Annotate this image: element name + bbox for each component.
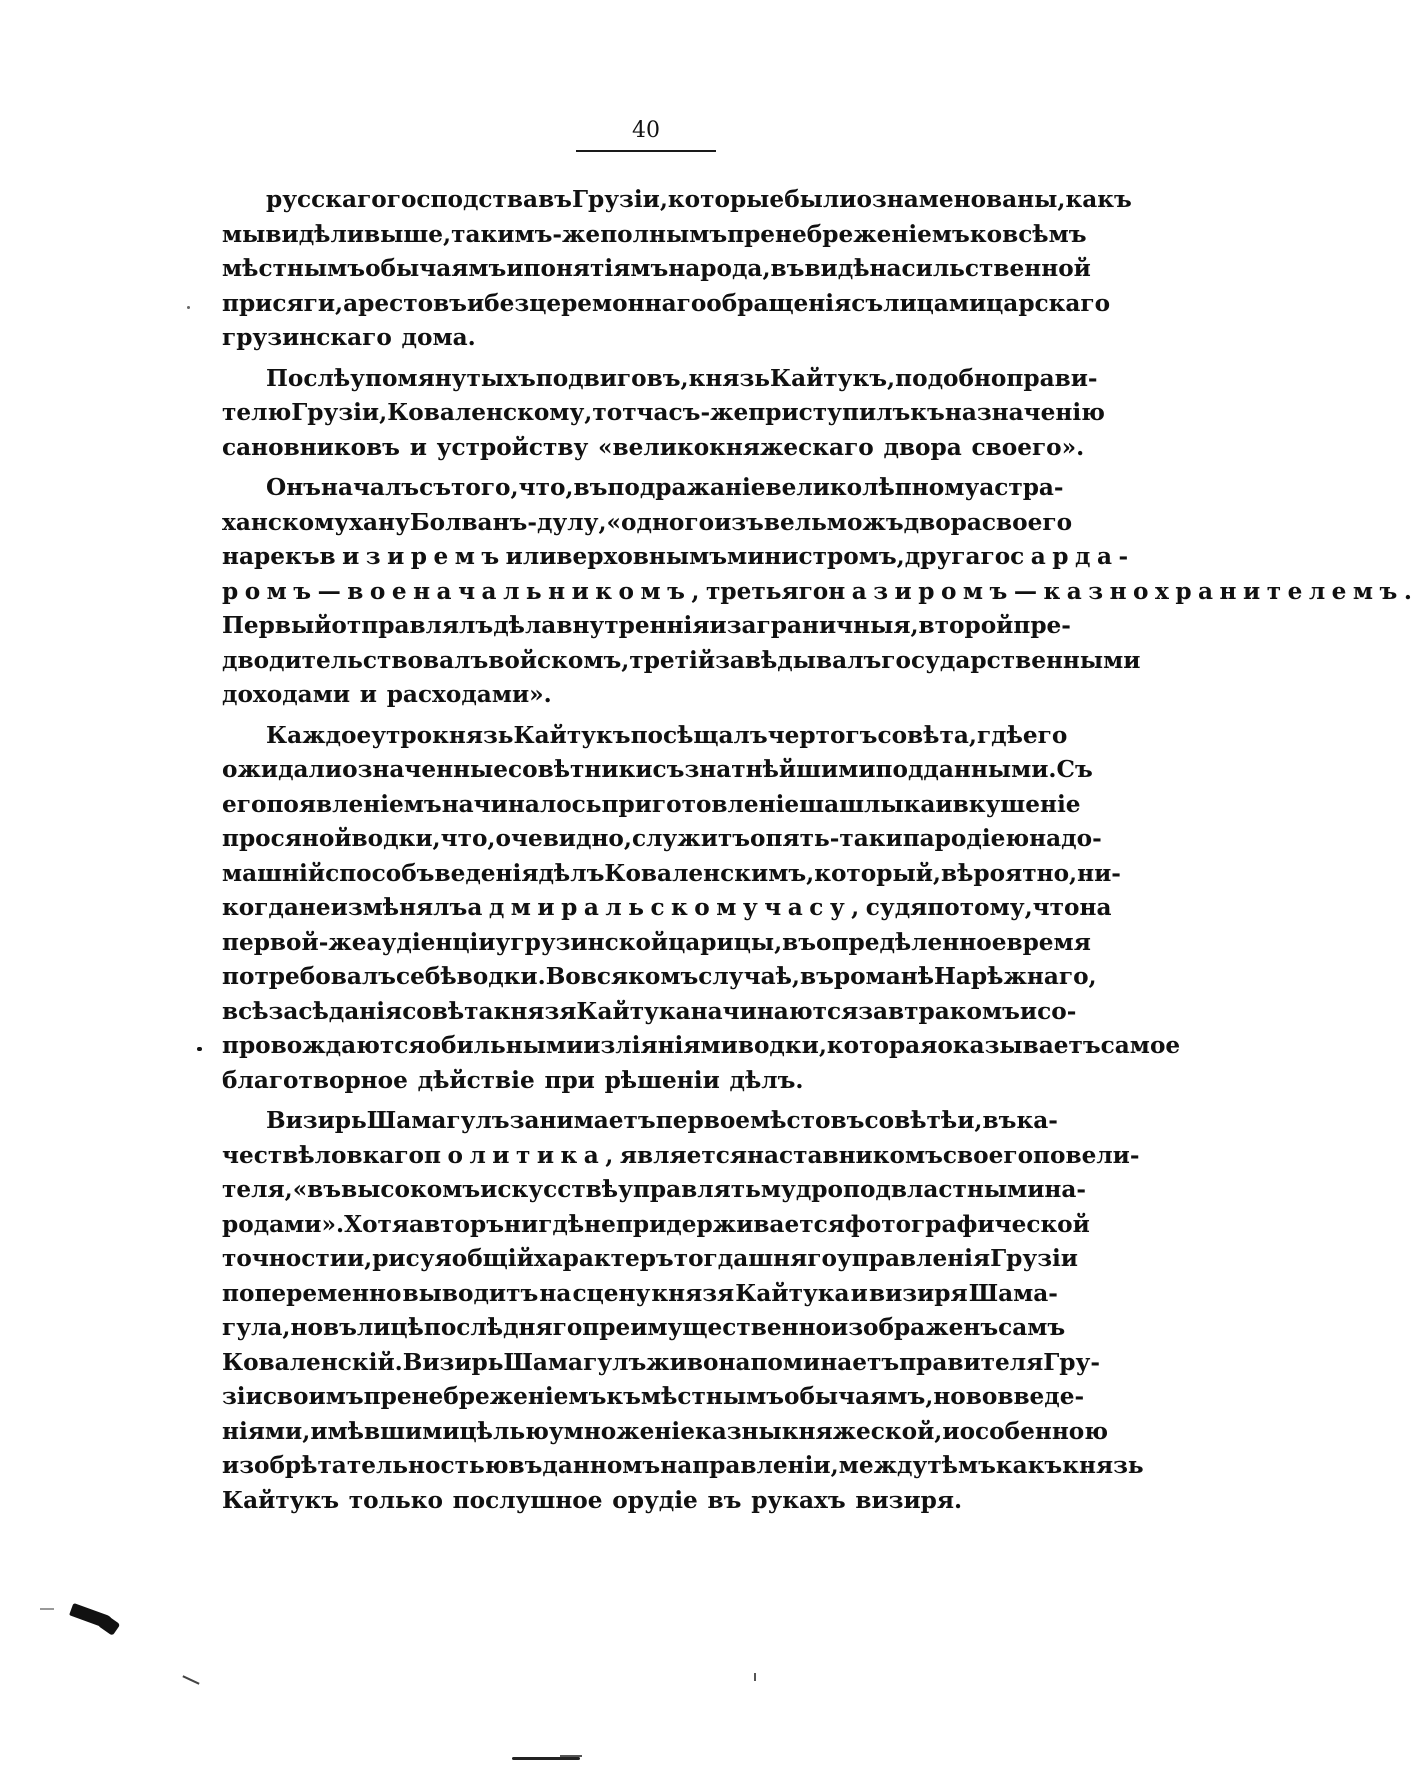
text-line: провождаются обильными изліяніями водки, которая оказываетъ самое: [222, 1032, 1181, 1059]
paragraph: [222, 471, 1418, 713]
text-line: Онъ началъ съ того, что, въ подражаніе великолѣпному астра-: [266, 474, 1064, 501]
paragraph: [222, 183, 1132, 356]
text-line: ромъ—военачальникомъ, третьяго назиромъ—казнохранителемъ.: [222, 577, 1418, 605]
text-line: мѣстнымъ обычаямъ и понятіямъ народа, въ видѣ насильственной: [222, 255, 1091, 282]
page-number-rule: [576, 150, 716, 152]
margin-dash-mark: [40, 1608, 54, 1610]
paragraph: [222, 1104, 1144, 1518]
text-line: Визирь Шамагулъ занимаетъ первое мѣсто въ совѣтѣ и, въ ка-: [266, 1107, 1058, 1134]
body-text: [222, 183, 1418, 1524]
text-line: просяной водки, что, очевидно, служитъ опять-таки пародіею на до-: [222, 825, 1102, 852]
text-line: машній способъ веденія дѣлъ Коваленскимъ, который, вѣроятно, ни-: [222, 859, 1121, 887]
text-line: потребовалъ себѣ водки. Во всякомъ случаѣ, въ романѣ Нарѣжнаго,: [222, 963, 1097, 990]
margin-speck-mark: [187, 306, 190, 309]
text-line: благотворное дѣйствіе при рѣшеніи дѣлъ.: [222, 1066, 804, 1094]
margin-dot-mark: [197, 1047, 202, 1051]
text-line: родами». Хотя авторъ нигдѣ не придерживается фотографической: [222, 1210, 1090, 1238]
text-line: первой-же аудіенціи у грузинской царицы, въ опредѣленное время: [222, 928, 1091, 956]
text-line: когда не измѣнялъ адмиральскому часу, судя по тому, что на: [222, 894, 1112, 921]
text-line: Коваленскій. Визирь Шамагулъ живо напоминаетъ правителя Гру-: [222, 1348, 1100, 1376]
margin-tick-mark: [754, 1673, 756, 1681]
text-line: Послѣ упомянутыхъ подвиговъ, князь Кайтукъ, подобно прави-: [266, 364, 1098, 392]
page-number: 40: [632, 118, 660, 143]
text-line: чествѣ ловкаго политика, является наставникомъ своего повели-: [222, 1141, 1140, 1169]
margin-stroke-mark: [182, 1675, 199, 1684]
text-line: Кайтукъ только послушное орудіе въ рукахъ визиря.: [222, 1486, 963, 1514]
text-line: попеременно выводитъ на сцену князя Кайтука и визиря Шама-: [222, 1279, 1058, 1307]
text-line: доходами и расходами».: [222, 681, 552, 708]
text-line: теля, «въ высокомъ искусствѣ управлять мудро подвластными на-: [222, 1176, 1087, 1203]
text-line: гула, но въ лицѣ послѣдняго преимущественно изображенъ самъ: [222, 1314, 1066, 1341]
text-line: Каждое утро князь Кайтукъ посѣщалъ чертогъ совѣта, гдѣ его: [266, 721, 1068, 749]
text-line: изобрѣтательностью въ данномъ направленіи, между тѣмъ какъ князь: [222, 1452, 1144, 1479]
text-line: его появленіемъ начиналось приготовленіе шашлыка и вкушеніе: [222, 790, 1081, 818]
text-line: ніями, имѣвшими цѣлью умноженіе казны княжеской, и особенною: [222, 1417, 1109, 1445]
bottom-scan-mark: [512, 1757, 580, 1760]
text-line: зіи своимъ пренебреженіемъ къ мѣстнымъ обычаямъ, нововведе-: [222, 1383, 1085, 1410]
text-line: Первый отправлялъ дѣла внутреннія и заграничныя, второй пре-: [222, 612, 1071, 639]
bottom-scan-mark-2: [560, 1755, 582, 1757]
text-line: всѣ засѣданія совѣта князя Кайтука начинаются завтракомъ и со-: [222, 997, 1077, 1025]
paragraph: [222, 362, 1105, 466]
text-line: присяги, арестовъ и безцеремоннаго обращенія съ лицами царскаго: [222, 289, 1111, 317]
text-line: нарекъ визиремъ или верховнымъ министромъ, другаго сарда-: [222, 543, 1135, 570]
text-line: ожидали означенные совѣтники съ знатнѣйшими подданными. Съ: [222, 756, 1093, 783]
text-line: дводительствовалъ войскомъ, третій завѣдывалъ государственными: [222, 646, 1141, 674]
text-line: телю Грузіи, Коваленскому, тотчасъ-же приступилъ къ назначенію: [222, 399, 1105, 426]
text-line: сановниковъ и устройству «великокняжескаго двора своего».: [222, 433, 1085, 461]
paragraph: [222, 719, 1181, 1099]
text-line: русскаго господства въ Грузіи, которые были ознаменованы, какъ: [266, 186, 1132, 213]
text-line: грузинскаго дома.: [222, 324, 476, 351]
text-line: точности и, рисуя общій характеръ тогдашняго управленія Грузіи: [222, 1245, 1078, 1272]
text-line: мы видѣли выше, такимъ-же полнымъ пренебреженіемъ ко всѣмъ: [222, 220, 1087, 248]
text-line: ханскому хану Болванъ-дулу, «одного изъ вельможъ двора своего: [222, 508, 1073, 536]
